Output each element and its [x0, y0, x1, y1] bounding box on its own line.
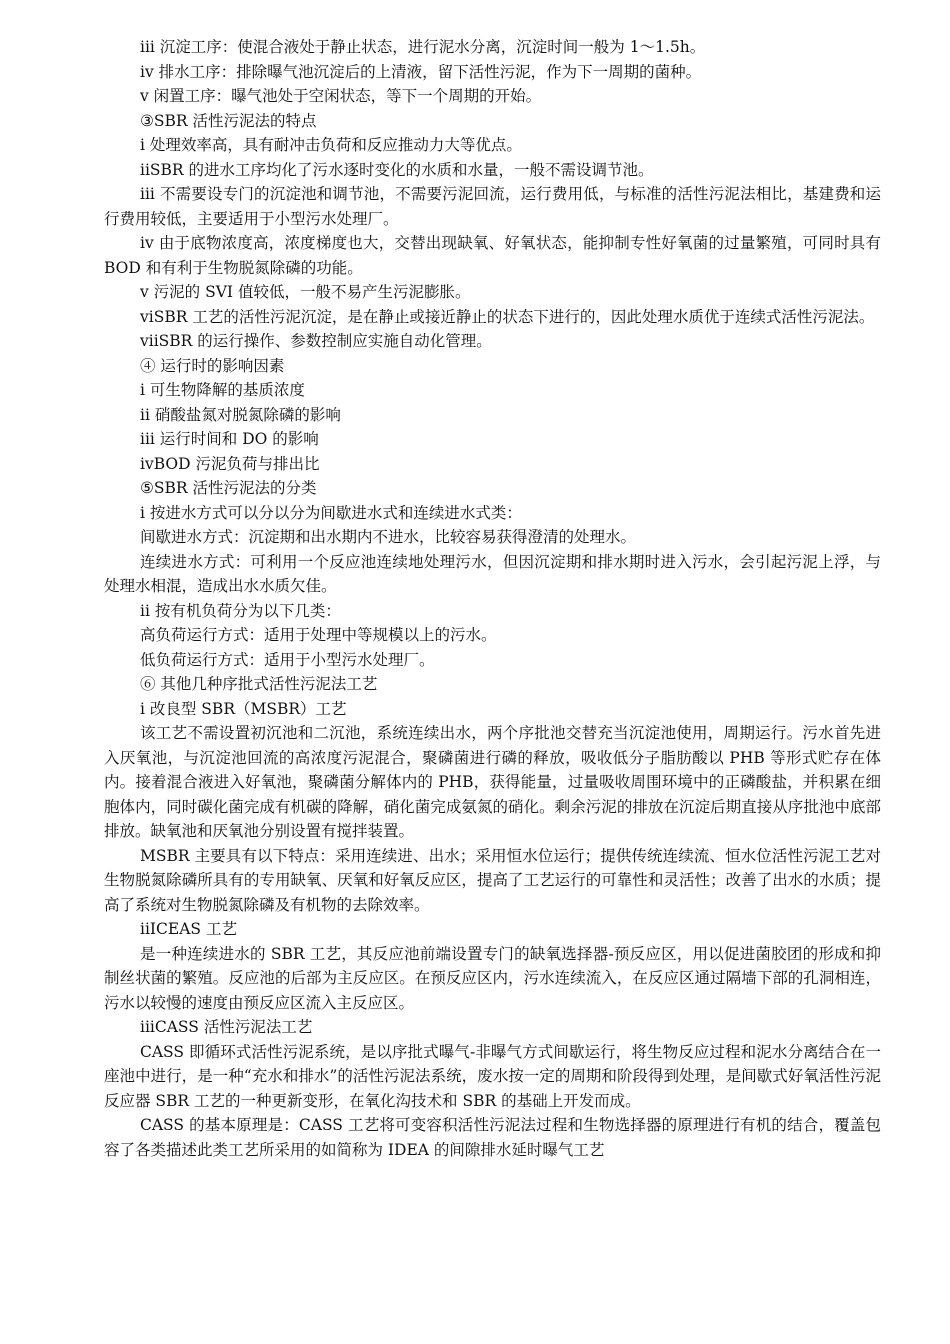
section-heading-factors: ④ 运行时的影响因素 — [140, 356, 285, 375]
section-heading-classification: ⑤SBR 活性污泥法的分类 — [140, 479, 317, 497]
paragraph-intermittent-inflow: 间歇进水方式：沉淀期和出水期内不进水，比较容易获得澄清的处理水。 — [140, 528, 637, 546]
subheading-iceas: iiICEAS 工艺 — [140, 920, 237, 938]
paragraph-factor-1: i 可生物降解的基质浓度 — [140, 381, 305, 399]
paragraph-cass-description: CASS 即循环式活性污泥系统，是以序批式曝气-非曝气方式间歇运行，将生物反应过程和泥水分离结合在一座池中进行，是一种“充水和排水”的活性污泥法系统，废水按一定的周期和阶段得到处理，是间歇式好氧活性污泥反应器 SBR 工艺的一种更新变形，在氧化沟技术和 SBR 的基础上开发而成。 — [104, 1042, 881, 1110]
subheading-cass: iiiCASS 活性污泥法工艺 — [140, 1018, 313, 1036]
paragraph-drain-step: iv 排水工序：排除曝气池沉淀后的上清液，留下活性污泥，作为下一周期的菌种。 — [140, 62, 702, 81]
paragraph-low-load: 低负荷运行方式：适用于小型污水处理厂。 — [140, 650, 435, 669]
paragraph-factor-3: iii 运行时间和 DO 的影响 — [140, 430, 319, 448]
paragraph-class-by-inflow: i 按进水方式可以分以分为间歇进水式和连续进水式类： — [140, 503, 522, 522]
paragraph-idle-step: v 闲置工序：曝气池处于空闲状态，等下一个周期的开始。 — [140, 87, 542, 105]
paragraph-feature-7: viiSBR 的运行操作、参数控制应实施自动化管理。 — [140, 332, 492, 350]
paragraph-factor-2: ii 硝酸盐氮对脱氮除磷的影响 — [140, 405, 341, 424]
paragraph-cass-principle: CASS 的基本原理是：CASS 工艺将可变容积活性污泥法过程和生物选择器的原理进行有机的结合，覆盖包容了各类描述此类工艺所采用的如简称为 IDEA 的间隙排水延时曝气工艺 — [104, 1116, 881, 1159]
paragraph-feature-3: iii 不需要设专门的沉淀池和调节池，不需要污泥回流，运行费用低，与标准的活性污泥法相比，基建费和运行费用较低，主要适用于小型污水处理厂。 — [104, 185, 881, 228]
paragraph-feature-1: i 处理效率高，具有耐冲击负荷和反应推动力大等优点。 — [140, 136, 522, 154]
paragraph-iceas-description: 是一种连续进水的 SBR 工艺，其反应池前端设置专门的缺氧选择器-预反应区，用以促进菌胶团的形成和抑制丝状菌的繁殖。反应池的后部为主反应区。在预反应区内，污水连续流入，在反应区通过隔墙下部的孔洞相连，污水以较慢的速度由预反应区流入主反应区。 — [104, 944, 881, 1012]
paragraph-high-load: 高负荷运行方式：适用于处理中等规模以上的污水。 — [140, 626, 497, 644]
paragraph-feature-6: viSBR 工艺的活性污泥沉淀，是在静止或接近静止的状态下进行的，因此处理水质优于连续式活性污泥法。 — [140, 307, 875, 326]
paragraph-feature-2: iiSBR 的进水工序均化了污水逐时变化的水质和水量，一般不需设调节池。 — [140, 160, 654, 179]
paragraph-factor-4: ivBOD 污泥负荷与排出比 — [140, 454, 320, 473]
document-body — [104, 35, 881, 1162]
paragraph-msbr-description: 该工艺不需设置初沉池和二沉池，系统连续出水，两个序批池交替充当沉淀池使用，周期运行。污水首先进入厌氧池，与沉淀池回流的高浓度污泥混合，聚磷菌进行磷的释放，吸收低分子脂肪酸以 PHB 等形式贮存在体内。接着混合液进入好氧池，聚磷菌分解体内的 PHB，获得能量，过量吸收周围环境中的正磷酸盐，并积累在细胞体内，同时碳化菌完成有机碳的降解，硝化菌完成氨氮的硝化。剩余污泥的排放在沉淀后期直接从序批池中底部排放。缺氧池和厌氧池分别设置有搅拌装置。 — [104, 724, 881, 840]
paragraph-feature-5: v 污泥的 SVI 值较低，一般不易产生污泥膨胀。 — [140, 283, 471, 301]
section-heading-sbr-features: ③SBR 活性污泥法的特点 — [140, 111, 317, 130]
paragraph-settling-step: iii 沉淀工序：使混合液处于静止状态，进行泥水分离，沉淀时间一般为 1～1.5h。 — [140, 38, 706, 56]
paragraph-continuous-inflow: 连续进水方式：可利用一个反应池连续地处理污水，但因沉淀期和排水期时进入污水，会引起污泥上浮，与处理水相混，造成出水水质欠佳。 — [104, 552, 881, 595]
paragraph-class-by-load: ii 按有机负荷分为以下几类： — [140, 601, 341, 620]
paragraph-feature-4: iv 由于底物浓度高，浓度梯度也大，交替出现缺氧、好氧状态，能抑制专性好氧菌的过量繁殖，可同时具有 BOD 和有利于生物脱氮除磷的功能。 — [104, 234, 881, 277]
section-heading-other-processes: ⑥ 其他几种序批式活性污泥法工艺 — [140, 675, 378, 693]
paragraph-msbr-features: MSBR 主要具有以下特点：采用连续进、出水；采用恒水位运行；提供传统连续流、恒水位活性污泥工艺对生物脱氮除磷所具有的专用缺氧、厌氧和好氧反应区，提高了工艺运行的可靠性和灵活性；改善了出水的水质；提高了系统对生物脱氮除磷及有机物的去除效率。 — [104, 846, 881, 914]
subheading-msbr: i 改良型 SBR（MSBR）工艺 — [140, 699, 347, 718]
